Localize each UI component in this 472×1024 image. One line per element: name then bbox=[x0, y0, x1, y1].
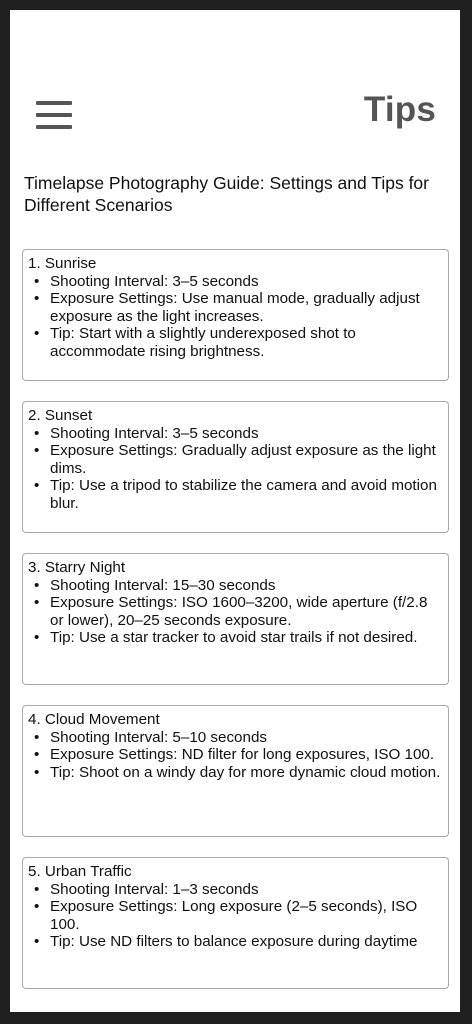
exposure-settings: • Exposure Settings: Use manual mode, gradually adjust exposure as the light increases. bbox=[28, 290, 442, 325]
tip-text: • Tip: Shoot on a windy day for more dynamic cloud motion. bbox=[28, 764, 442, 782]
exposure-settings: • Exposure Settings: ND filter for long exposures, ISO 100. bbox=[28, 746, 442, 764]
tip-card-cloud-movement bbox=[22, 705, 449, 837]
shooting-interval: • Shooting Interval: 3–5 seconds bbox=[28, 425, 442, 443]
menu-icon[interactable] bbox=[36, 101, 72, 131]
app-header bbox=[10, 88, 460, 152]
tip-text: • Tip: Start with a slightly underexposed shot to accommodate rising brightness. bbox=[28, 325, 442, 360]
tip-text: • Tip: Use ND filters to balance exposure during daytime bbox=[28, 933, 442, 951]
exposure-settings: • Exposure Settings: Long exposure (2–5 seconds), ISO 100. bbox=[28, 898, 442, 933]
menu-icon-bar bbox=[36, 101, 72, 105]
guide-title: Timelapse Photography Guide: Settings and Tips for Different Scenarios bbox=[24, 173, 429, 215]
shooting-interval: • Shooting Interval: 5–10 seconds bbox=[28, 729, 442, 747]
tip-card-sunset bbox=[22, 401, 449, 533]
tip-card-title: 2. Sunset bbox=[28, 407, 93, 424]
menu-icon-bar bbox=[36, 125, 72, 129]
shooting-interval: • Shooting Interval: 3–5 seconds bbox=[28, 273, 442, 291]
tips-list bbox=[22, 249, 449, 1009]
tip-card-starry-night bbox=[22, 553, 449, 685]
tip-card-sunrise bbox=[22, 249, 449, 381]
tip-details bbox=[28, 425, 442, 513]
exposure-settings: • Exposure Settings: Gradually adjust exposure as the light dims. bbox=[28, 442, 442, 477]
tip-text: • Tip: Use a tripod to stabilize the camera and avoid motion blur. bbox=[28, 477, 442, 512]
page-title: Tips bbox=[363, 90, 436, 129]
tip-card-title: 1. Sunrise bbox=[28, 255, 97, 272]
menu-icon-bar bbox=[36, 113, 72, 117]
tip-details bbox=[28, 729, 442, 782]
tip-details bbox=[28, 881, 442, 951]
shooting-interval: • Shooting Interval: 15–30 seconds bbox=[28, 577, 442, 595]
tip-card-title: 3. Starry Night bbox=[28, 559, 126, 576]
app-screen bbox=[10, 10, 460, 1012]
tip-card-title: 4. Cloud Movement bbox=[28, 711, 160, 728]
tip-card-title: 5. Urban Traffic bbox=[28, 863, 132, 880]
shooting-interval: • Shooting Interval: 1–3 seconds bbox=[28, 881, 442, 899]
exposure-settings: • Exposure Settings: ISO 1600–3200, wide aperture (f/2.8 or lower), 20–25 seconds exposure. bbox=[28, 594, 442, 629]
tip-details bbox=[28, 273, 442, 361]
tip-card-urban-traffic bbox=[22, 857, 449, 989]
tip-text: • Tip: Use a star tracker to avoid star trails if not desired. bbox=[28, 629, 442, 647]
tip-details bbox=[28, 577, 442, 647]
